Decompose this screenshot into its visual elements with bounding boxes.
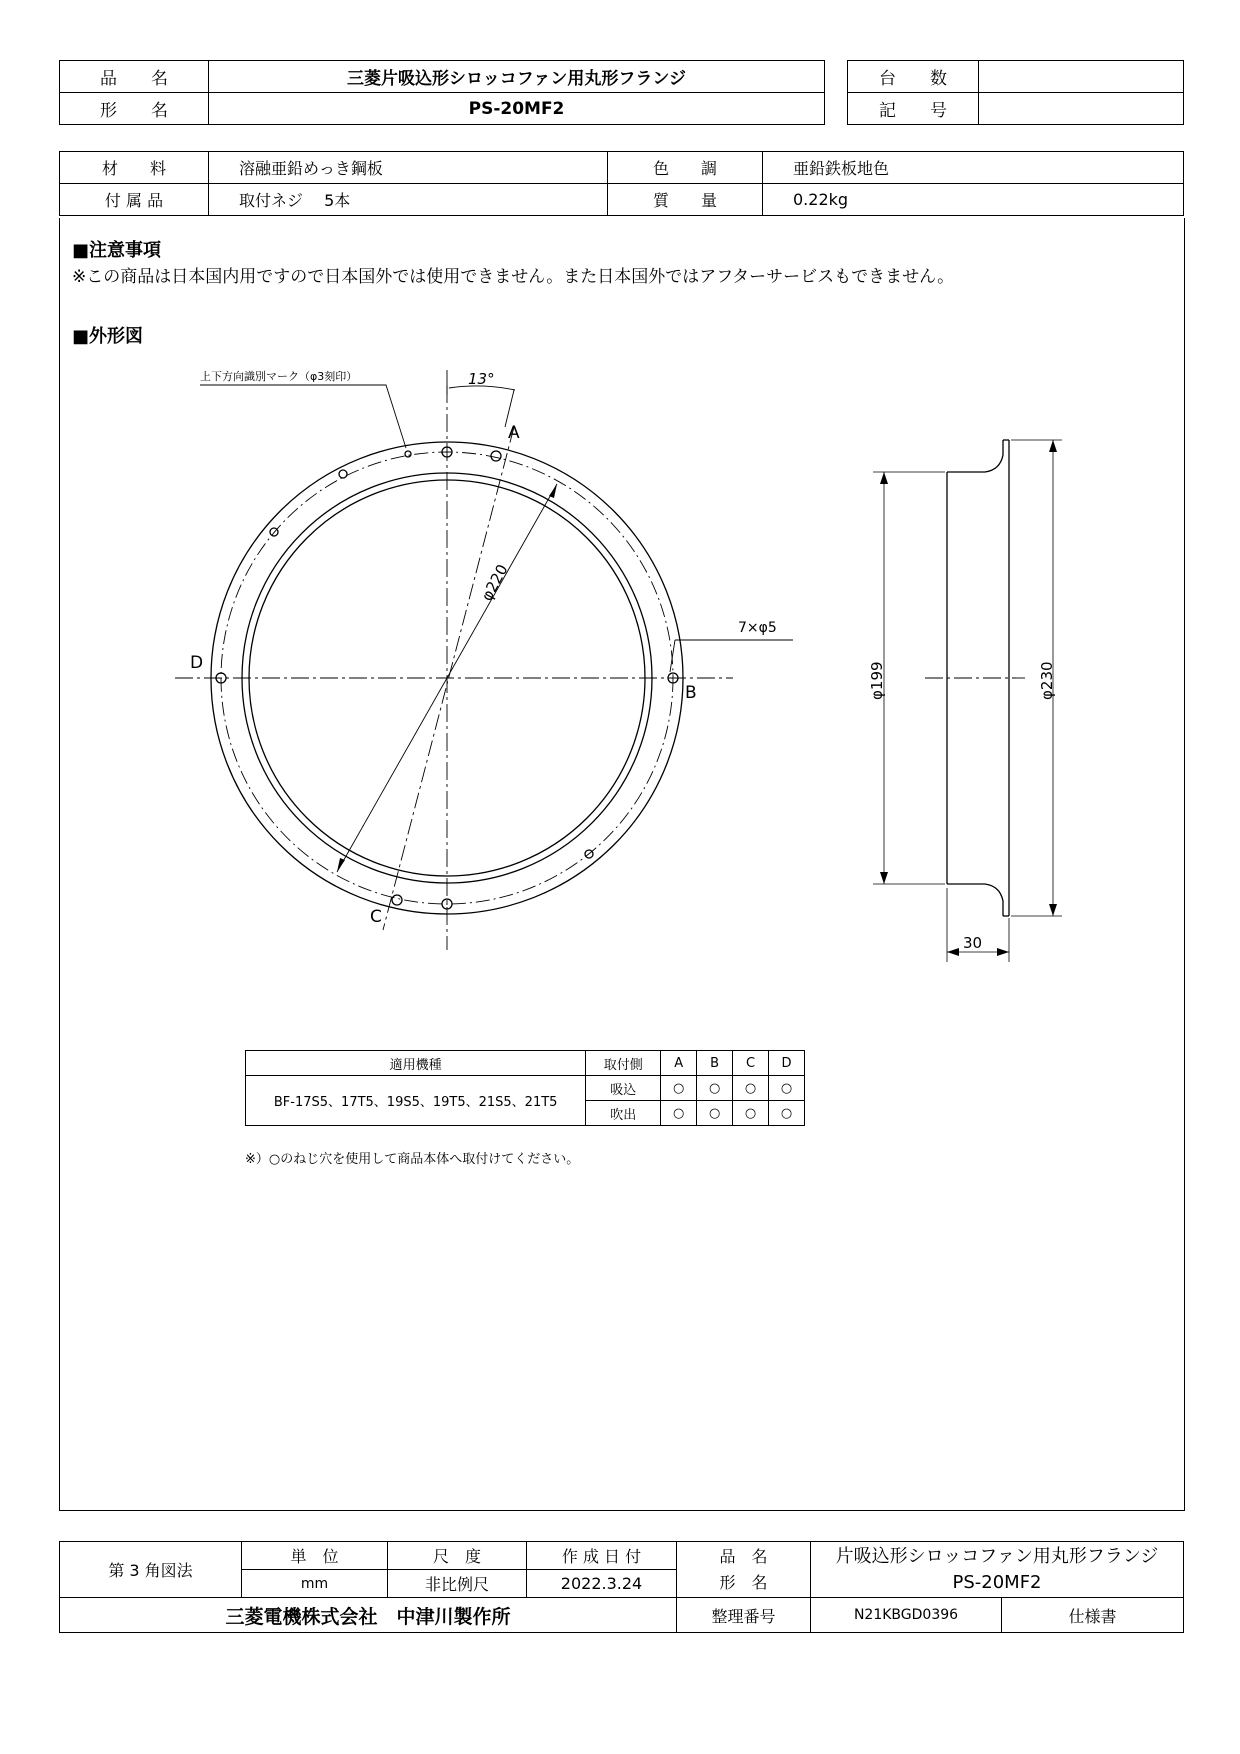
identification-mark bbox=[405, 451, 411, 457]
mass-value: 0.22kg bbox=[763, 184, 1184, 216]
bolt-hole bbox=[339, 470, 347, 478]
mark-cell: ○ bbox=[661, 1101, 697, 1126]
ref-label: 整理番号 bbox=[677, 1598, 811, 1633]
product-name-label: 品 名 bbox=[60, 61, 209, 93]
mark-cell: ○ bbox=[769, 1076, 805, 1101]
mark-label: 上下方向識別マーク（φ3刻印） bbox=[200, 370, 358, 383]
company-name: 三菱電機株式会社 中津川製作所 bbox=[60, 1598, 677, 1633]
quantity-label: 台 数 bbox=[848, 61, 979, 93]
col-model: 適用機種 bbox=[246, 1051, 586, 1076]
model-label: 形 名 bbox=[719, 1572, 768, 1592]
material-value: 溶融亜鉛めっき鋼板 bbox=[209, 152, 608, 184]
outline-heading: ■外形図 bbox=[72, 326, 144, 347]
models-table bbox=[245, 1050, 805, 1126]
model-value: PS-20MF2 bbox=[209, 93, 825, 125]
dim-199-label: φ199 bbox=[868, 661, 886, 700]
dim-220-label: φ220 bbox=[477, 561, 512, 604]
col-c: C bbox=[733, 1051, 769, 1076]
line-a-c bbox=[383, 427, 514, 930]
label-a: A bbox=[508, 423, 520, 443]
projection: 第 3 角図法 bbox=[60, 1542, 242, 1598]
accessory-value: 取付ネジ 5本 bbox=[209, 184, 608, 216]
unit-label: 単 位 bbox=[242, 1542, 388, 1570]
symbol-label: 記 号 bbox=[848, 93, 979, 125]
doc-type: 仕様書 bbox=[1002, 1598, 1184, 1633]
unit-value: mm bbox=[242, 1570, 388, 1598]
mark-leader bbox=[200, 385, 406, 448]
mark-cell: ○ bbox=[697, 1101, 733, 1126]
model-list: BF-17S5、17T5、19S5、19T5、21S5、21T5 bbox=[246, 1076, 586, 1126]
mark-cell: ○ bbox=[697, 1076, 733, 1101]
ref-value: N21KBGD0396 bbox=[811, 1598, 1002, 1633]
material-label: 材 料 bbox=[60, 152, 209, 184]
label-d: D bbox=[190, 653, 204, 673]
mark-cell: ○ bbox=[661, 1076, 697, 1101]
color-value: 亜鉛鉄板地色 bbox=[763, 152, 1184, 184]
models-footnote: ※）○のねじ穴を使用して商品本体へ取付けてください。 bbox=[245, 1152, 580, 1167]
col-b: B bbox=[697, 1051, 733, 1076]
name-model-labels bbox=[677, 1542, 811, 1598]
scale-label: 尺 度 bbox=[388, 1542, 527, 1570]
model-label: 形 名 bbox=[60, 93, 209, 125]
mark-cell: ○ bbox=[733, 1076, 769, 1101]
footer-product-name: 片吸込形シロッコファン用丸形フランジ bbox=[835, 1545, 1159, 1567]
mass-label: 質 量 bbox=[608, 184, 763, 216]
label-c: C bbox=[370, 907, 382, 927]
notice-heading: ■注意事項 bbox=[72, 240, 162, 261]
bolt-hole bbox=[392, 895, 402, 905]
angle-label: 13° bbox=[468, 370, 495, 388]
name-label: 品 名 bbox=[719, 1546, 768, 1566]
row-intake-side: 吸込 bbox=[586, 1076, 661, 1101]
accessory-label: 付 属 品 bbox=[60, 184, 209, 216]
bolt-hole bbox=[491, 451, 501, 461]
dim-230-label: φ230 bbox=[1038, 661, 1056, 700]
mark-cell: ○ bbox=[733, 1101, 769, 1126]
holes-label: 7×φ5 bbox=[738, 620, 777, 636]
date-label: 作 成 日 付 bbox=[527, 1542, 677, 1570]
scale-value: 非比例尺 bbox=[388, 1570, 527, 1598]
product-name: 三菱片吸込形シロッコファン用丸形フランジ bbox=[209, 61, 825, 93]
date-value: 2022.3.24 bbox=[527, 1570, 677, 1598]
product-block bbox=[811, 1542, 1184, 1598]
col-a: A bbox=[661, 1051, 697, 1076]
side-view bbox=[873, 440, 1062, 962]
col-side: 取付側 bbox=[586, 1051, 661, 1076]
col-d: D bbox=[769, 1051, 805, 1076]
footer-model: PS-20MF2 bbox=[952, 1571, 1042, 1593]
mark-cell: ○ bbox=[769, 1101, 805, 1126]
row-outlet-side: 吹出 bbox=[586, 1101, 661, 1126]
notice-text: ※この商品は日本国内用ですので日本国外では使用できません。また日本国外ではアフターサービスもできません。 bbox=[72, 267, 955, 287]
dim-30-label: 30 bbox=[963, 934, 983, 952]
label-b: B bbox=[685, 683, 697, 703]
color-label: 色 調 bbox=[608, 152, 763, 184]
title-block bbox=[59, 1541, 1184, 1633]
